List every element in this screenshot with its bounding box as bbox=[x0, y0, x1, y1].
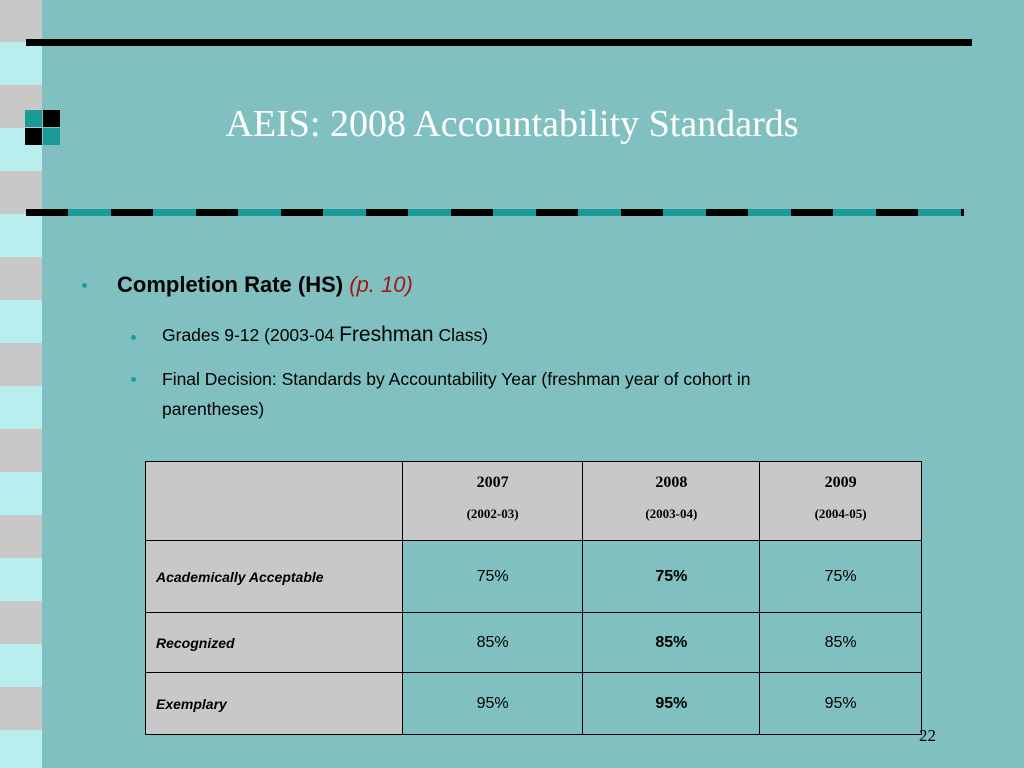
page-reference: (p. 10) bbox=[349, 272, 413, 297]
row-label: Academically Acceptable bbox=[146, 541, 403, 613]
table-row bbox=[146, 541, 922, 613]
table-cell: 75% bbox=[760, 541, 922, 613]
strip-band bbox=[0, 472, 42, 515]
column-cohort: (2003-04) bbox=[645, 506, 698, 521]
column-header-2007 bbox=[402, 462, 583, 541]
strip-band bbox=[0, 386, 42, 429]
bullet-final-decision-line2: parentheses) bbox=[162, 399, 265, 419]
slide-title: AEIS: 2008 Accountability Standards bbox=[225, 103, 799, 145]
table-cell: 75% bbox=[583, 541, 760, 613]
standards-table bbox=[145, 461, 922, 735]
bullet-completion-rate-label: Completion Rate (HS) bbox=[117, 272, 344, 297]
top-rule bbox=[26, 39, 972, 46]
column-year: 2007 bbox=[476, 474, 509, 491]
table-cell: 95% bbox=[402, 673, 583, 735]
dashed-rule bbox=[26, 209, 964, 216]
column-cohort: (2002-03) bbox=[466, 506, 519, 521]
row-label: Exemplary bbox=[146, 673, 403, 735]
table-cell: 95% bbox=[583, 673, 760, 735]
bullet-final-decision-line1: Final Decision: Standards by Accountability Year (freshman year of cohort in bbox=[162, 369, 751, 389]
strip-band bbox=[0, 558, 42, 601]
column-header-2009 bbox=[760, 462, 922, 541]
column-header-2008 bbox=[583, 462, 760, 541]
bullet-grades-freshman: Freshman bbox=[339, 323, 434, 346]
table-row bbox=[146, 613, 922, 673]
strip-band bbox=[0, 214, 42, 257]
strip-band bbox=[0, 42, 42, 85]
table-corner-cell bbox=[146, 462, 403, 541]
bullet-grades bbox=[162, 320, 882, 350]
table-cell: 85% bbox=[402, 613, 583, 673]
bullet-final-decision bbox=[162, 364, 882, 424]
bullet-icon bbox=[82, 283, 87, 288]
table-cell: 85% bbox=[583, 613, 760, 673]
bullet-grades-post: Class) bbox=[433, 325, 489, 345]
table-cell: 95% bbox=[760, 673, 922, 735]
page-number: 22 bbox=[919, 726, 936, 745]
strip-band bbox=[0, 730, 42, 768]
column-year: 2008 bbox=[655, 474, 688, 491]
column-year: 2009 bbox=[824, 474, 857, 491]
bullet-grades-pre: Grades 9-12 (2003-04 bbox=[162, 325, 340, 345]
strip-band bbox=[0, 300, 42, 343]
bullet-completion-rate bbox=[117, 268, 413, 302]
table-header-row bbox=[146, 462, 922, 541]
bullet-icon bbox=[131, 377, 136, 382]
table-cell: 85% bbox=[760, 613, 922, 673]
table-cell: 75% bbox=[402, 541, 583, 613]
row-label: Recognized bbox=[146, 613, 403, 673]
table-row bbox=[146, 673, 922, 735]
strip-band bbox=[0, 644, 42, 687]
column-cohort: (2004-05) bbox=[814, 506, 867, 521]
bullet-icon bbox=[131, 335, 136, 340]
